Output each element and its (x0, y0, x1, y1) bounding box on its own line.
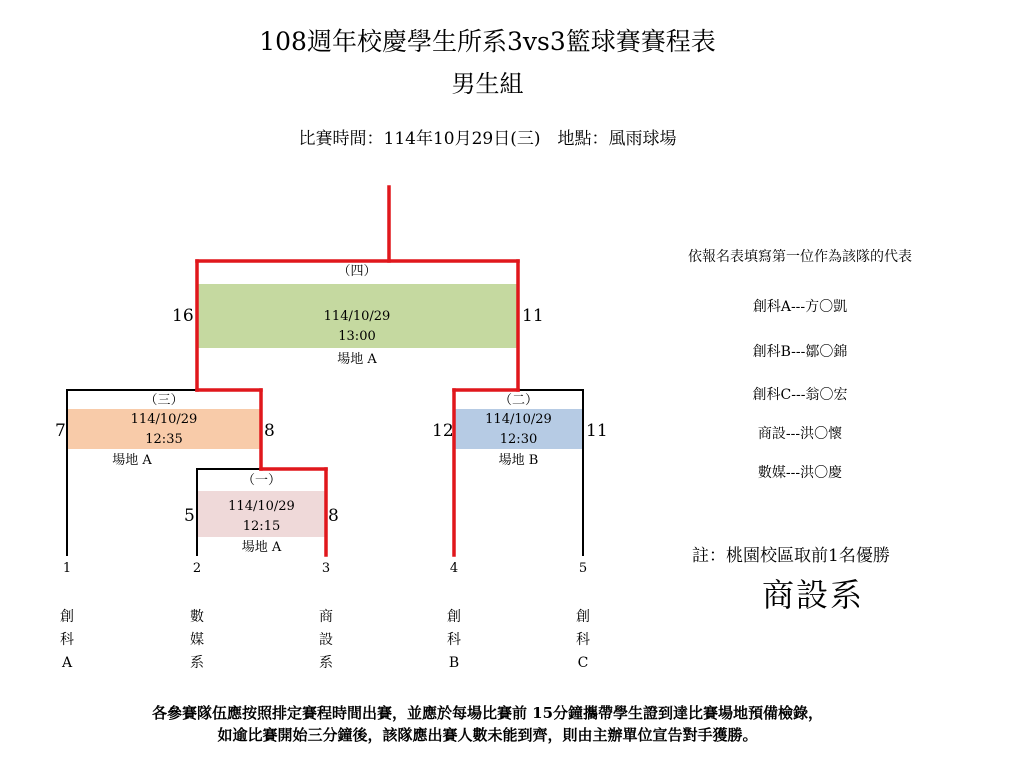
game4-venue: 場地 A (337, 352, 377, 367)
game4-time: 13:00 (338, 329, 376, 344)
game3-date: 114/10/29 (130, 412, 198, 427)
game2-date: 114/10/29 (485, 412, 552, 427)
team-name-4: 創 科 B (447, 609, 461, 671)
game2-round: （二） (498, 393, 538, 408)
division-subtitle: 男生組 (451, 70, 524, 98)
game4-round: （四） (337, 264, 377, 279)
team-name-5: 創 科 C (576, 609, 590, 671)
game3-round: （三） (144, 393, 184, 408)
game4-date: 114/10/29 (323, 309, 391, 324)
representative-item: 商設---洪〇懷 (757, 426, 843, 442)
game2-time: 12:30 (499, 432, 538, 447)
game4-score-right: 11 (522, 306, 544, 326)
game1-date: 114/10/29 (228, 499, 295, 514)
representative-item: 數媒---洪〇慶 (757, 465, 843, 481)
game2-score-left: 12 (432, 421, 454, 441)
team-position-2: 2 (192, 561, 202, 576)
game3-time: 12:35 (145, 432, 183, 447)
game3-venue: 場地 A (112, 453, 152, 468)
team-position-5: 5 (578, 561, 588, 576)
game4-score-left: 16 (172, 306, 194, 326)
footer-rule-line1: 各參賽隊伍應按照排定賽程時間出賽，並應於每場比賽前 15分鐘攜帶學生證到達比賽場地預備檢錄， (151, 704, 824, 722)
representative-item: 創科A---方〇凱 (752, 299, 848, 315)
ranking-note: 註：桃園校區取前1名優勝 (692, 546, 890, 566)
representative-item: 創科C---翁〇宏 (752, 387, 848, 403)
game2-score-right: 11 (586, 421, 608, 441)
game1-score-right: 8 (328, 506, 339, 526)
team-name-3: 商 設 系 (319, 609, 333, 671)
team-name-2: 數 媒 系 (190, 609, 204, 671)
representatives-heading: 依報名表填寫第一位作為該隊的代表 (688, 249, 912, 265)
footer-rule-line2: 如逾比賽開始三分鐘後，該隊應出賽人數未能到齊，則由主辦單位宣告對手獲勝。 (217, 726, 758, 744)
game1-venue: 場地 A (241, 540, 282, 555)
page-title: 108週年校慶學生所系3vs3籃球賽賽程表 (259, 27, 716, 56)
team-name-1: 創 科 A (60, 609, 74, 671)
game3-score-left: 7 (55, 421, 66, 441)
game1-round: （一） (241, 473, 281, 488)
team-position-4: 4 (449, 561, 459, 576)
game3-score-right: 8 (264, 421, 275, 441)
team-position-1: 1 (62, 561, 72, 576)
team-position-3: 3 (321, 561, 331, 576)
game1-score-left: 5 (184, 506, 195, 526)
game1-time: 12:15 (242, 519, 281, 534)
game2-venue: 場地 B (498, 453, 539, 468)
representative-item: 創科B---鄒〇錦 (752, 344, 848, 360)
schedule-info: 比賽時間：114年10月29日(三) 地點：風雨球場 (298, 129, 677, 149)
champion-name: 商設系 (762, 576, 865, 614)
